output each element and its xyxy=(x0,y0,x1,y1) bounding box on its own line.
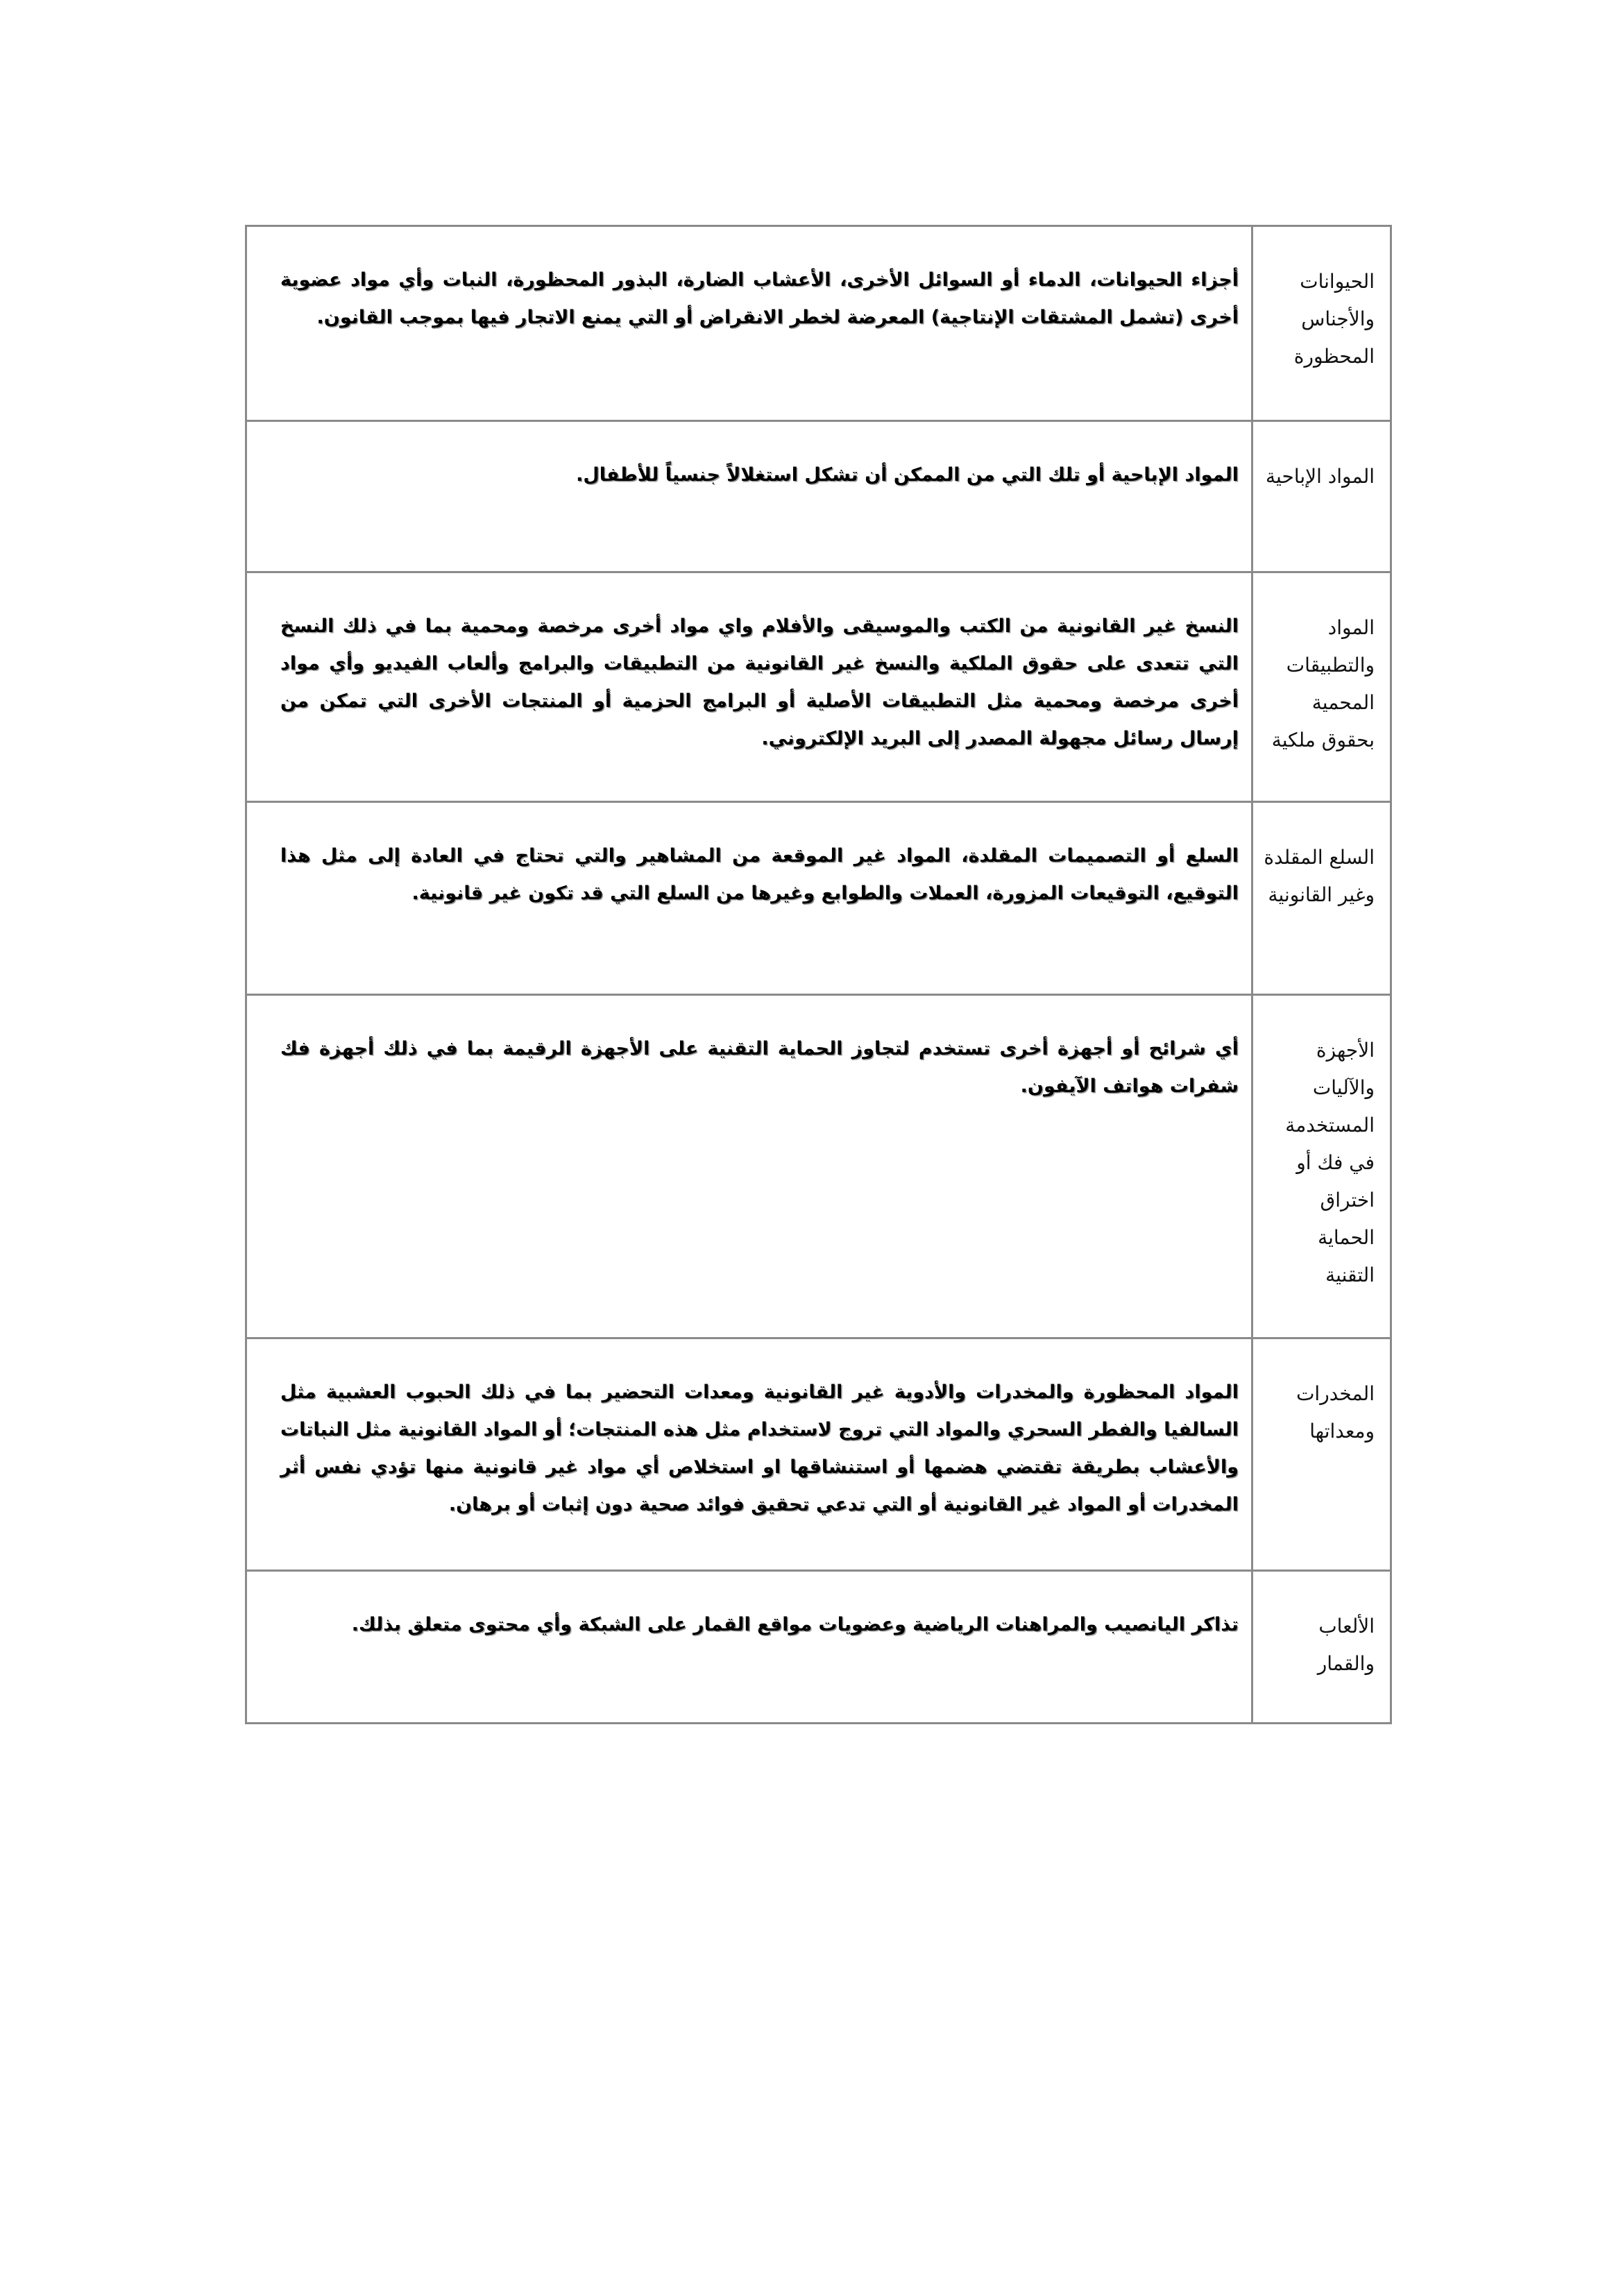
description-cell: أجزاء الحيوانات، الدماء أو السوائل الأخرى، الأعشاب الضارة، البذور المحظورة، النبات وأي مواد عضوية أخرى (تشمل المشتقات الإنتاجية) المعرضة لخطر الانقراض أو التي يمنع الاتجار فيها بموجب القانون. xyxy=(246,226,1252,421)
table-row xyxy=(246,1338,1391,1571)
description-cell: المواد الإباحية أو تلك التي من الممكن أن تشكل استغلالاً جنسياً للأطفال. xyxy=(246,421,1252,572)
table-row xyxy=(246,995,1391,1338)
category-cell: المواد الإباحية xyxy=(1252,421,1391,572)
table-row xyxy=(246,802,1391,995)
category-cell: الأجهزة والآليات المستخدمة في فك أو اختراق الحماية التقنية xyxy=(1252,995,1391,1338)
category-cell: المخدرات ومعداتها xyxy=(1252,1338,1391,1571)
prohibited-items-table xyxy=(245,225,1392,1724)
description-cell: تذاكر اليانصيب والمراهنات الرياضية وعضويات مواقع القمار على الشبكة وأي محتوى متعلق بذلك. xyxy=(246,1571,1252,1724)
category-cell: الحيوانات والأجناس المحظورة xyxy=(1252,226,1391,421)
category-cell: السلع المقلدة وغير القانونية xyxy=(1252,802,1391,995)
category-cell: الألعاب والقمار xyxy=(1252,1571,1391,1724)
description-cell: السلع أو التصميمات المقلدة، المواد غير الموقعة من المشاهير والتي تحتاج في العادة إلى مثل هذا التوقيع، التوقيعات المزورة، العملات والطوابع وغيرها من السلع التي قد تكون غير قانونية. xyxy=(246,802,1252,995)
table-row xyxy=(246,1571,1391,1724)
category-cell: المواد والتطبيقات المحمية بحقوق ملكية xyxy=(1252,572,1391,802)
description-cell: النسخ غير القانونية من الكتب والموسيقى والأفلام واي مواد أخرى مرخصة ومحمية بما في ذلك النسخ التي تتعدى على حقوق الملكية والنسخ غير القانونية من التطبيقات والبرامج وألعاب الفيديو وأي مواد أخرى مرخصة ومحمية مثل التطبيقات الأصلية أو البرامج الحزمية أو المنتجات الأخرى التي تمكن من إرسال رسائل مجهولة المصدر إلى البريد الإلكتروني. xyxy=(246,572,1252,802)
table-row xyxy=(246,421,1391,572)
description-cell: أي شرائح أو أجهزة أخرى تستخدم لتجاوز الحماية التقنية على الأجهزة الرقيمة بما في ذلك أجهزة فك شفرات هواتف الآيفون. xyxy=(246,995,1252,1338)
description-cell: المواد المحظورة والمخدرات والأدوية غير القانونية ومعدات التحضير بما في ذلك الحبوب العشبية مثل السالفيا والفطر السحري والمواد التي تروج لاستخدام مثل هذه المنتجات؛ أو المواد القانونية مثل النباتات والأعشاب بطريقة تقتضي هضمها أو استنشاقها او استخلاص أي مواد غير قانونية منها تؤدي نفس أثر المخدرات أو المواد غير القانونية أو التي تدعي تحقيق فوائد صحية دون إثبات أو برهان. xyxy=(246,1338,1252,1571)
table-row xyxy=(246,226,1391,421)
table-row xyxy=(246,572,1391,802)
